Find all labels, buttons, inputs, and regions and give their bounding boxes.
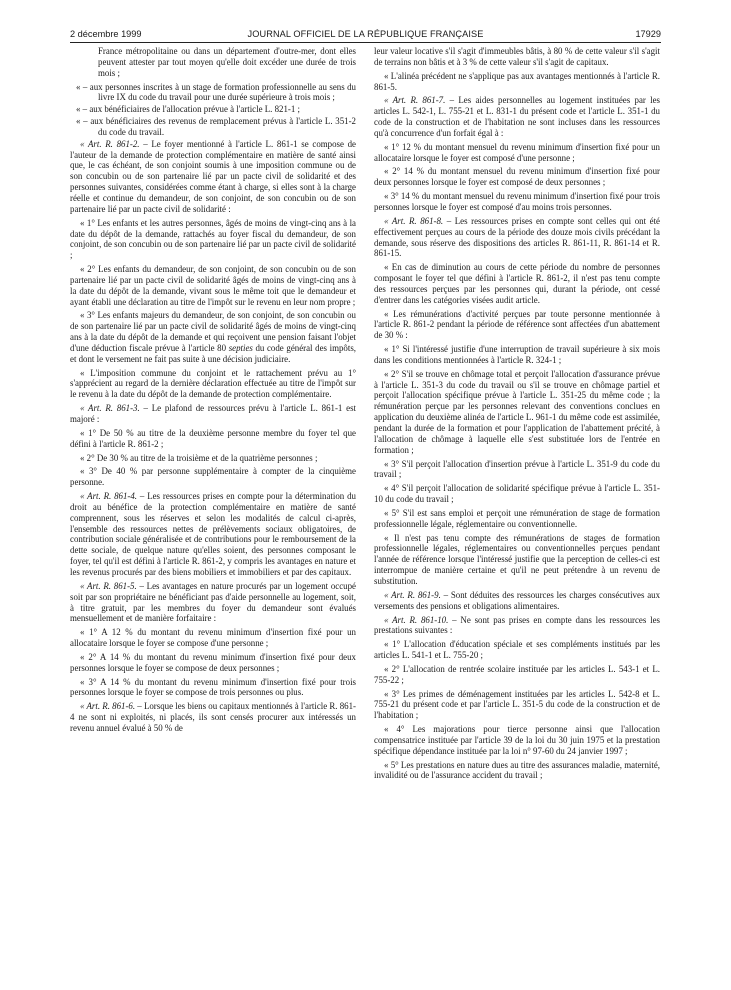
article-text: – Sont déduites des ressources les charges consécutives aux versements des pensions et obligations alimentaires. — [374, 589, 660, 611]
article-text: – Les aides personnelles au logement instituées par les articles L. 542-1, L. 755-21 et L. 831-1 du présent code et l'article L. 351-1 du code de la construction et de l'habitation ne sont incluses dans les ressources qu'à concurrence d'un forfait égal à : — [374, 95, 660, 138]
paragraph: « 4° S'il perçoit l'allocation de solidarité spécifique prévue à l'article L. 351-10 du code du travail ; — [374, 483, 660, 505]
article-r861-9 — [374, 590, 660, 612]
paragraph: leur valeur locative s'il s'agit d'immeubles bâtis, à 80 % de cette valeur s'il s'agit de terrains non bâtis et à 3 % de cette valeur s'il s'agit de capitaux. — [374, 46, 660, 67]
article-ref: « Art. R. 861-6. — [80, 701, 136, 712]
paragraph: « 3° 14 % du montant mensuel du revenu minimum d'insertion fixé pour trois personnes lorsque le foyer est composé d'au moins trois personnes. — [374, 191, 660, 212]
list-item: « – aux bénéficiaires des revenus de remplacement prévus à l'article L. 351-2 du code du travail. — [76, 116, 356, 137]
article-text: – Ne sont pas prises en compte dans les ressources les prestations suivantes : — [374, 614, 660, 636]
list-item: « – aux bénéficiaires de l'allocation prévue à l'article L. 821-1 ; — [76, 104, 300, 115]
paragraph: « 4° Les majorations pour tierce personne ainsi que l'allocation compensatrice instituée par l'article 39 de la loi du 30 juin 1975 et la prestation spécifique dépendance instituée par la loi n° 97-60 du 24 janvier 1997 ; — [374, 724, 660, 756]
article-r861-2 — [70, 139, 356, 215]
paragraph: « 1° L'allocation d'éducation spéciale et ses compléments institués par les articles L. 541-1 et L. 755-20 ; — [374, 639, 660, 661]
paragraph: « 2° De 30 % au titre de la troisième et de la quatrième personnes ; — [80, 452, 318, 463]
paragraph-text: du code général des impôts, et dont le versement ne fait pas suite à une décision judiciaire. — [70, 342, 356, 364]
article-text: – Le plafond de ressources prévu à l'article L. 861-1 est majoré : — [70, 403, 356, 424]
article-text: – Les ressources prises en compte pour la détermination du droit au bénéfice de la protection complémentaire en matière de santé comprennent, sous les réserves et selon les modalités de calcul ci-après, l'ensemble des ressources nettes de prélèvements sociaux obligatoires, de contribution sociale généralisée et de contributions pour le remboursement de la dette sociale, de quelque nature qu'elles soient, des personnes composant le foyer, tel qu'il est défini à l'article R. 861-2, y compris les avantages en nature et les revenus procurés par des biens mobiliers et immobiliers et par des capitaux. — [70, 491, 356, 577]
article-text: – Lorsque les biens ou capitaux mentionnés à l'article R. 861-4 ne sont ni exploités, ni placés, ils sont censés procurer aux intéressés un revenu annuel évalué à 50 % de — [70, 701, 356, 733]
paragraph: « 2° A 14 % du montant du revenu minimum d'insertion fixé pour deux personnes lorsque le foyer se compose de deux personnes ; — [70, 651, 356, 673]
paragraph: « 1° Si l'intéressé justifie d'une interruption de travail supérieure à six mois dans les conditions mentionnées à l'article R. 324-1 ; — [374, 344, 660, 365]
paragraph: « 5° Les prestations en nature dues au titre des assurances maladie, maternité, invalidité ou de l'assurance accident du travail ; — [374, 759, 660, 781]
paragraph: « 1° Les enfants et les autres personnes, âgés de moins de vingt-cinq ans à la date du dépôt de la demande, rattachés au foyer fiscal du demandeur, de son conjoint, de son concubin ou de son partenaire lié par un pacte civil de solidarité ; — [70, 217, 356, 261]
header-rule — [70, 42, 661, 43]
left-column — [70, 46, 356, 976]
article-r861-6 — [70, 701, 356, 734]
article-r861-10 — [374, 615, 660, 637]
article-ref: « Art. R. 861-7. — [384, 95, 446, 106]
article-text: – Les ressources prises en compte sont celles qui ont été effectivement perçues au cours de la période des douze mois civils précédant la demande, sous réserve des dispositions des articles R. 861-11, R. 861-14 et R. 861-15. — [374, 215, 660, 259]
page-number: 17929 — [635, 29, 661, 39]
page-header — [70, 27, 661, 41]
article-ref: « Art. R. 861-5. — [80, 580, 137, 591]
article-text: – Le foyer mentionné à l'article L. 861-1 se compose de l'auteur de la demande de protection complémentaire en matière de santé ainsi que, le cas échéant, de son conjoint soumis à une imposition commune ou de son concubin ou de son partenaire lié par un pacte civil de solidarité et des personnes suivantes, considérées comme étant à charge, si elles sont à la charge réelle et continue du demandeur, de son conjoint, de son concubin ou de son partenaire lié par un pacte civil de solidarité : — [70, 138, 356, 214]
septies-term: septies — [228, 342, 253, 353]
paragraph: « 3° S'il perçoit l'allocation d'insertion prévue à l'article L. 351-9 du code du travail ; — [374, 458, 660, 480]
article-r861-8 — [374, 216, 660, 259]
paragraph-text: « 3° Les enfants majeurs du demandeur, de son conjoint, de son concubin ou de son partenaire lié par un pacte civil de solidarité âgés de moins de vingt-cinq ans à la date du dépôt de la demande et qui reçoivent une pension faisant l'objet d'une déduction fiscale prévue à l'article 80 — [70, 310, 356, 353]
article-r861-7 — [374, 95, 660, 138]
paragraph: « 5° S'il est sans emploi et perçoit une rémunération de stage de formation professionnelle légale, réglementaire ou conventionnelle. — [374, 507, 660, 529]
paragraph: « 3° Les primes de déménagement instituées par les articles L. 542-8 et L. 755-21 du présent code et par l'article L. 351-5 du code de la construction et de l'habitation ; — [374, 688, 660, 721]
paragraph: « 1° De 50 % au titre de la deuxième personne membre du foyer tel que défini à l'article R. 861-2 ; — [70, 427, 356, 449]
header-date: 2 décembre 1999 — [70, 29, 142, 39]
article-ref: « Art. R. 861-4. — [80, 491, 138, 502]
article-text: – Les avantages en nature procurés par un logement occupé soit par son propriétaire ne bénéficiant pas d'aide personnelle au logement, soit, à titre gratuit, par les membres du foyer du demandeur sont évalués mensuellement et de manière forfaitaire : — [70, 580, 356, 624]
article-ref: « Art. R. 861-3. — [80, 403, 140, 414]
article-r861-3 — [70, 403, 356, 425]
paragraph: « Les rémunérations d'activité perçues par toute personne mentionnée à l'article R. 861-2 pendant la période de référence sont affectées d'un abattement de 30 % : — [374, 308, 660, 341]
paragraph: « 1° 12 % du montant mensuel du revenu minimum d'insertion fixé pour un allocataire lorsque le foyer est composé d'une personne ; — [374, 141, 660, 163]
paragraph: « 1° A 12 % du montant du revenu minimum d'insertion fixé pour un allocataire lorsque le foyer se compose d'une personne ; — [70, 627, 356, 649]
article-r861-5 — [70, 581, 356, 624]
paragraph: « L'imposition commune du conjoint et le rattachement prévu au 1° s'apprécient au regard de la dernière déclaration effectuée au titre de l'impôt sur le revenu à la date du dépôt de la demande de protection complémentaire. — [70, 367, 356, 400]
article-ref: « Art. R. 861-2. — [80, 138, 140, 149]
article-r861-4 — [70, 491, 356, 578]
paragraph: « L'alinéa précédent ne s'applique pas aux avantages mentionnés à l'article R. 861-5. — [374, 70, 660, 92]
paragraph: « 3° A 14 % du montant du revenu minimum d'insertion fixé pour trois personnes lorsque le foyer se compose de trois personnes ou plus. — [70, 676, 356, 698]
paragraph: « 2° S'il se trouve en chômage total et perçoit l'allocation d'assurance prévue à l'article L. 351-3 du code du travail ou s'il se trouve en chômage partiel et perçoit l'allocation spécifique prévue à l'article L. 351-25 du même code ; la rémunération perçue par les personnes relevant des conventions conclues en application du deuxième alinéa de l'article L. 961-1 du même code est assimilée, pendant la durée de la formation et pour l'application de l'abattement précité, à l'allocation de chômage à laquelle elle s'est substituée lors de l'entrée en formation ; — [374, 368, 660, 455]
article-ref: « Art. R. 861-9. — [384, 589, 441, 600]
paragraph: « 2° 14 % du montant mensuel du revenu minimum d'insertion fixé pour deux personnes lorsque le foyer est composé de deux personnes ; — [374, 166, 660, 188]
article-ref: « Art. R. 861-10. — [384, 614, 449, 625]
paragraph: « 2° L'allocation de rentrée scolaire instituée par les articles L. 543-1 et L. 755-22 ; — [374, 663, 660, 685]
paragraph: « Il n'est pas tenu compte des rémunérations de stages de formation professionnelle légales, réglementaires ou conventionnelles perçues pendant l'année de référence lorsque l'intéressé justifie que la perception de celles-ci est interrompue de manière certaine et qu'il ne peut prétendre à un revenu de substitution. — [374, 532, 660, 586]
journal-title: JOURNAL OFFICIEL DE LA RÉPUBLIQUE FRANÇAISE — [247, 29, 484, 39]
paragraph: France métropolitaine ou dans un département d'outre-mer, dont elles peuvent attester par tout moyen qu'elle doit excéder une durée de trois mois ; — [98, 46, 356, 78]
paragraph: « 3° De 40 % par personne supplémentaire à compter de la cinquième personne. — [70, 466, 356, 488]
right-column — [374, 46, 660, 976]
list-item: « – aux personnes inscrites à un stage de formation professionnelle au sens du livre IX du code du travail pour une durée supérieure à trois mois ; — [76, 81, 356, 103]
paragraph — [70, 310, 356, 364]
article-ref: « Art. R. 861-8. — [384, 215, 444, 226]
paragraph: « 2° Les enfants du demandeur, de son conjoint, de son concubin ou de son partenaire lié par un pacte civil de solidarité âgés de moins de vingt-cinq ans à la date du dépôt de la demande, vivant sous le même toit que le demandeur et ayant établi une déclaration au titre de l'impôt sur le revenu en leur nom propre ; — [70, 264, 356, 307]
paragraph: « En cas de diminution au cours de cette période du nombre de personnes composant le foyer tel que défini à l'article R. 861-2, il n'est pas tenu compte des ressources perçues par les personnes qui, durant la période, ont cessé d'entrer dans les catégories visées audit article. — [374, 262, 660, 305]
